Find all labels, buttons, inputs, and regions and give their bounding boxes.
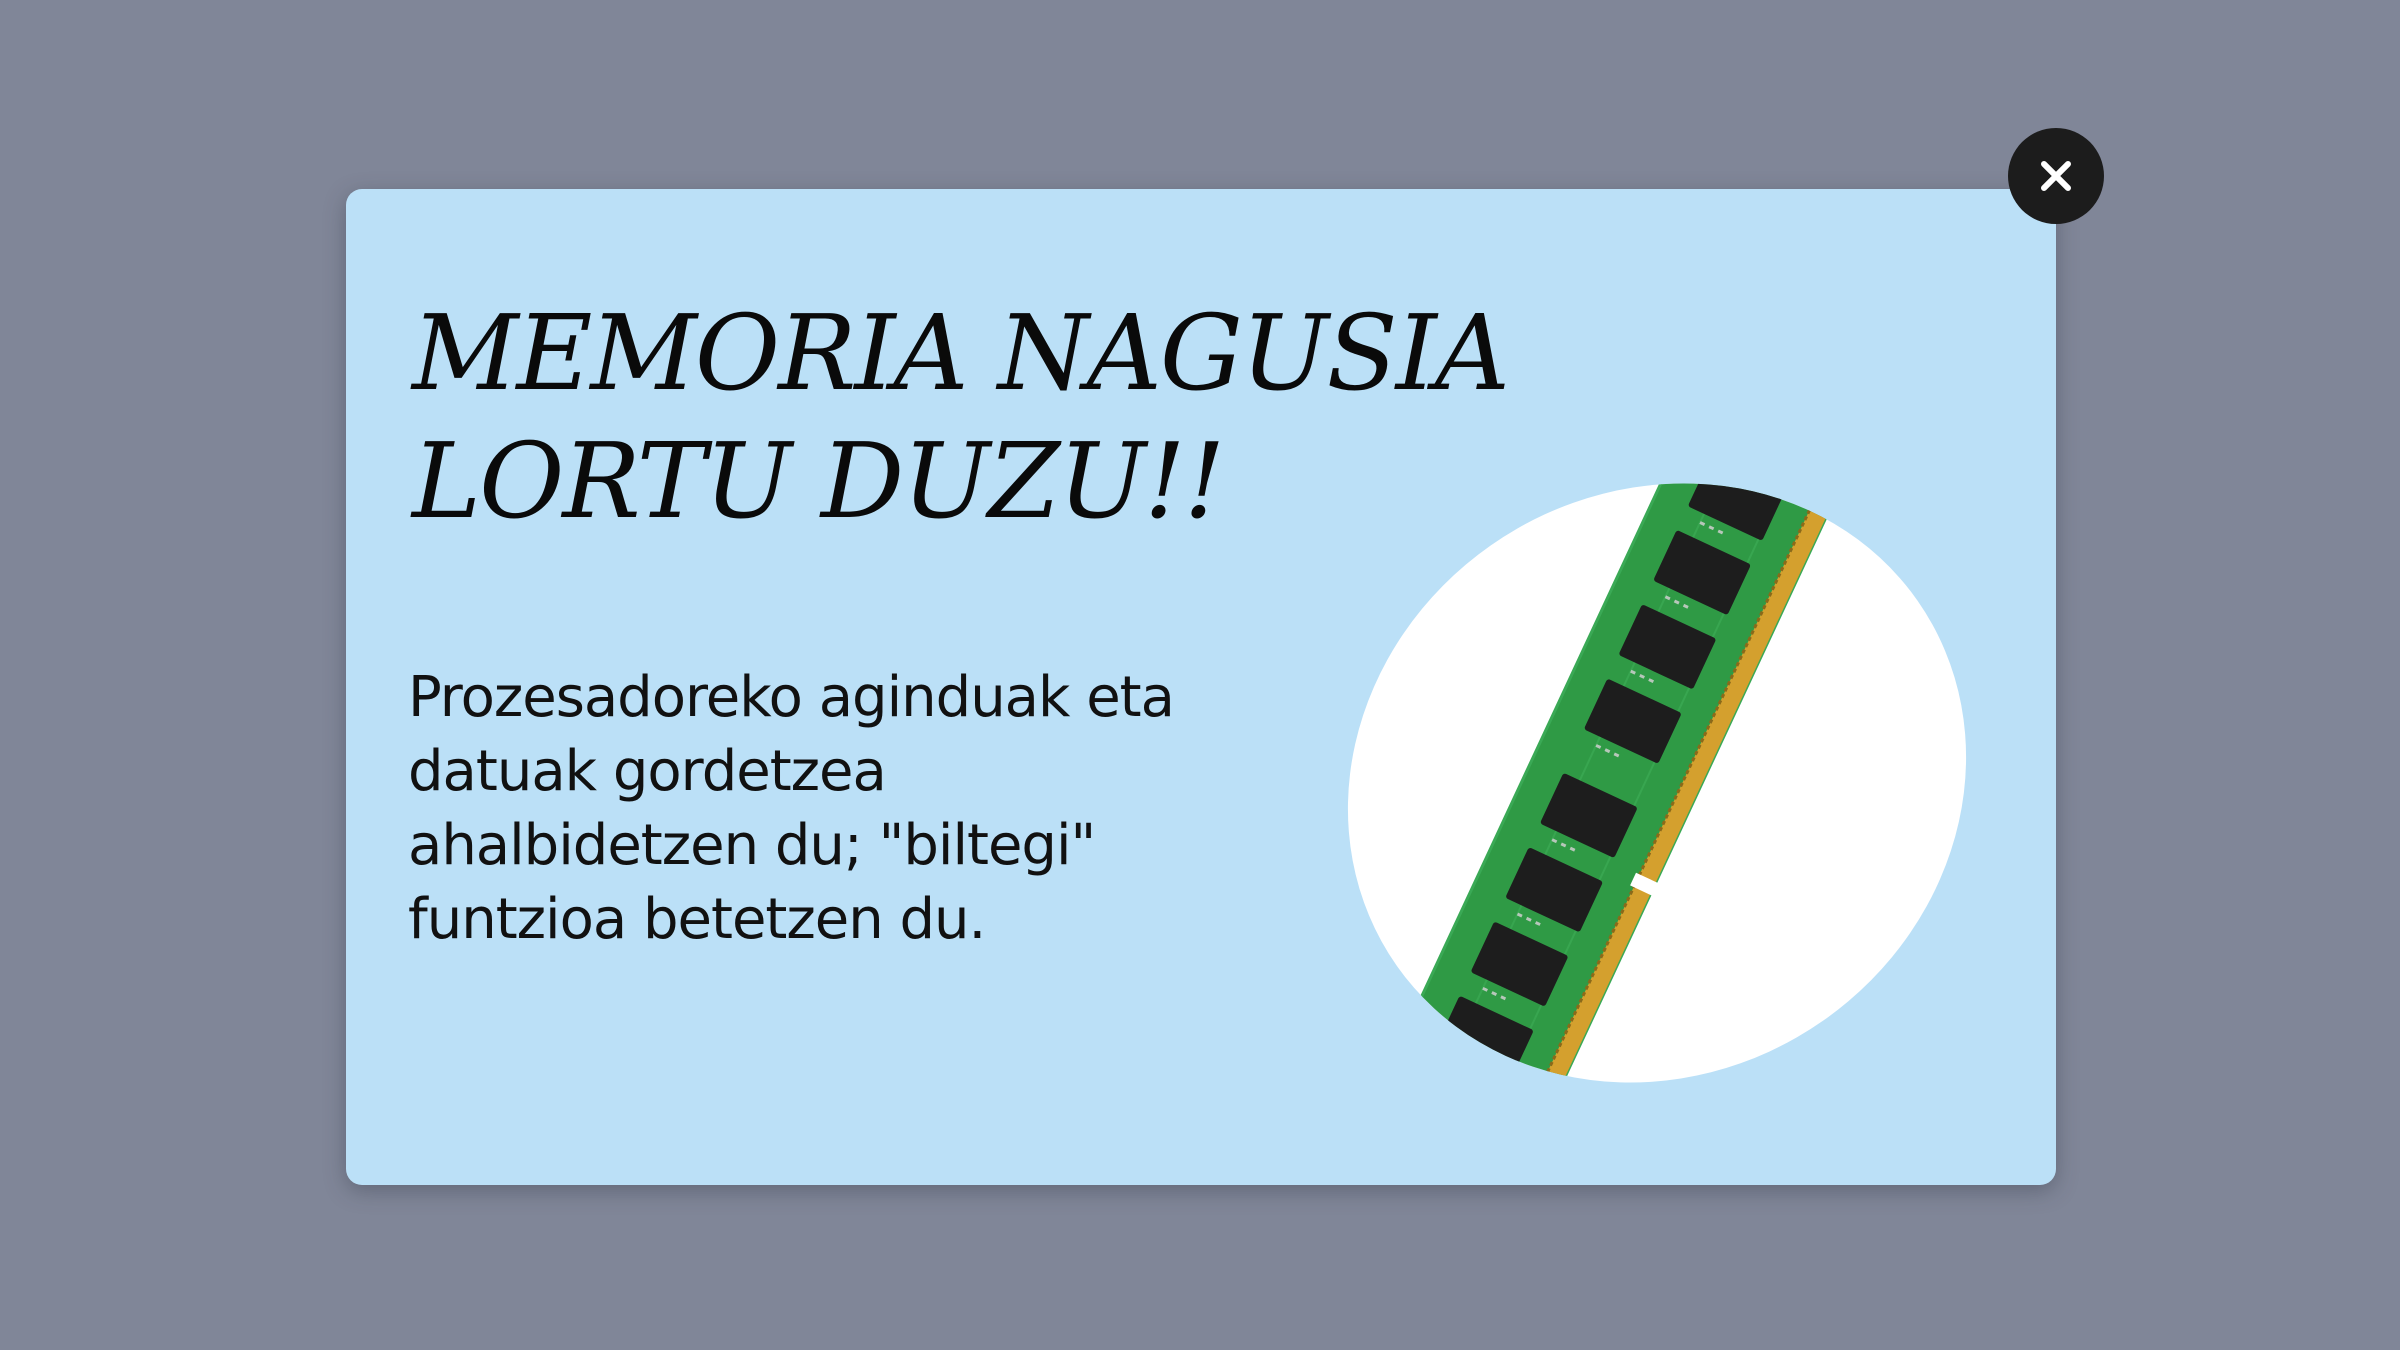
modal-title-line-1: MEMORIA NAGUSIA: [412, 292, 1508, 414]
modal-description: Prozesadoreko aginduak eta datuak gordetzea ahalbidetzen du; "biltegi" funtzioa betetzen du.: [408, 665, 1174, 952]
close-icon: [2036, 156, 2076, 196]
reward-modal: [346, 189, 2056, 1185]
close-button[interactable]: [2008, 128, 2104, 224]
modal-title-line-2: LORTU DUZU!!: [412, 420, 1224, 542]
ram-spd-chip: [1417, 1084, 1454, 1093]
ram-module-image: [1317, 473, 1997, 1093]
